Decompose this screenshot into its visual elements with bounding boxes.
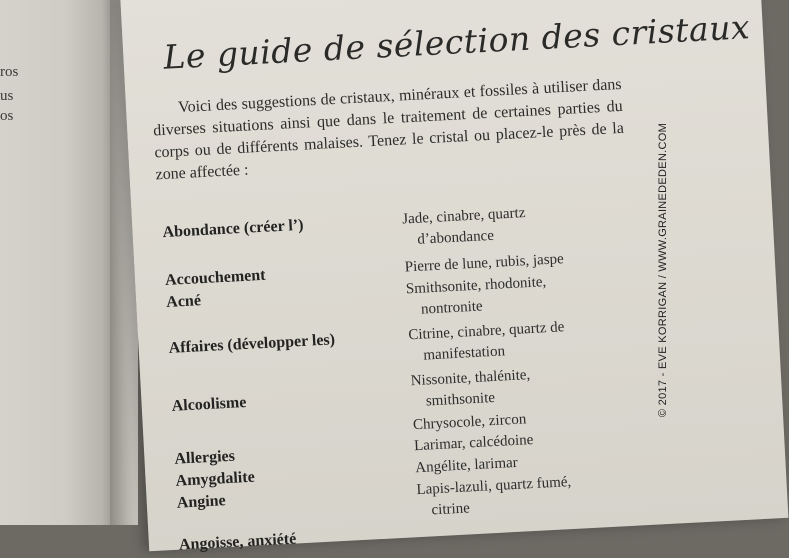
left-page [0,0,120,525]
left-page-text-fragment: ros [0,64,19,80]
entry-term: Accouchement [164,266,266,290]
intro-paragraph: Voici des suggestions de cristaux, minéraux et fossiles à utiliser dans diverses situations ainsi que dans le traitement de certaines parties du corps ou de différents malaises. Tenez le cristal ou placez-le près de la zone affectée : [152,75,625,184]
crystals-line: Larimar, calcédoine [413,431,534,455]
crystals-line: Angélite, larimar [414,454,519,477]
right-page [120,0,788,554]
crystals-line: Citrine, cinabre, quartz de [407,319,565,344]
copyright-text: © 2017 - EVE KORRIGAN / WWW.GRAINEDEDEN.COM [657,122,669,418]
left-page-text-fragment: os [0,108,14,124]
copyright-watermark [652,30,674,510]
entry-term: Acné [165,292,202,311]
entry-term: Allergies [174,447,236,468]
crystals-line: Jade, cinabre, quartz [401,205,526,228]
left-page-text-fragment: us [0,88,14,104]
crystals-line: Chrysocole, zircon [412,411,527,434]
crystals-line: Lapis-lazuli, quartz fumé, [416,474,572,499]
crystals-line: Nissonite, thalénite, [410,367,531,390]
crystals-line: citrine [431,500,471,519]
entry-term: Alcoolisme [171,393,247,415]
page-title: Le guide de sélection des cristaux [162,7,751,77]
entry-crystals [402,198,624,251]
entry-term: Amygdalite [175,468,256,490]
entry-term: Affaires (développer les) [168,331,336,357]
crystals-line: Smithsonite, rhodonite, [405,274,547,298]
crystals-line: d’abondance [416,227,495,248]
entry-term: Angine [176,492,227,512]
crystal-guide-list [162,198,639,557]
crystals-line: manifestation [423,343,506,364]
crystals-line: smithsonite [425,389,496,410]
crystals-line: Pierre de lune, rubis, jaspe [404,251,565,276]
entry-crystals [408,314,630,367]
crystals-line: nontronite [420,298,484,318]
entry-term: Abondance (créer l’) [162,216,304,242]
entry-term: Angoisse, anxiété [178,530,297,554]
